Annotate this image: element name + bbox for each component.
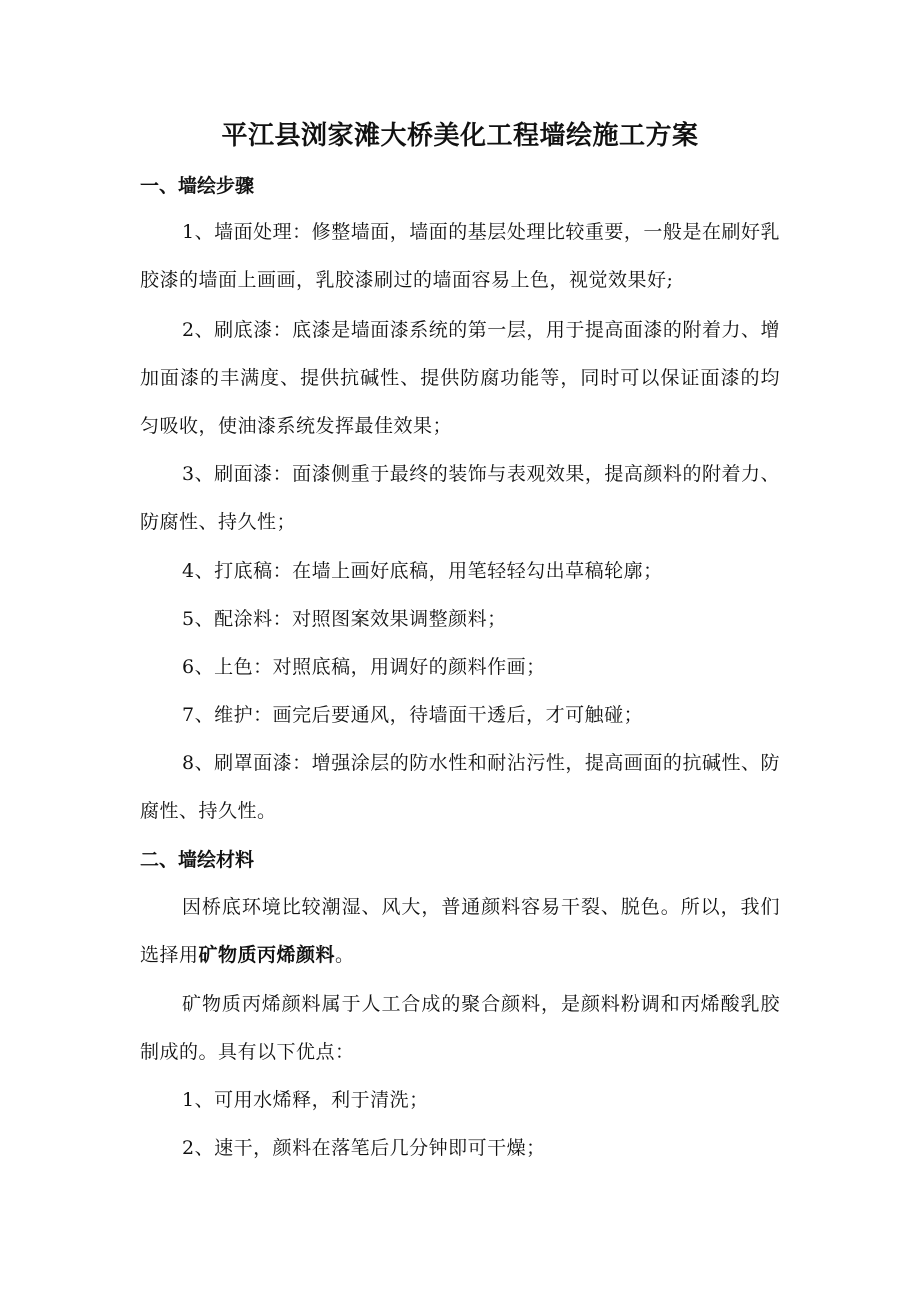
step-3-paragraph: 3、刷面漆：面漆侧重于最终的装饰与表观效果，提高颜料的附着力、防腐性、持久性； [140,463,780,533]
document-title: 平江县浏家滩大桥美化工程墙绘施工方案 [221,121,699,151]
advantage-1-paragraph: 1、可用水烯释，利于清洗； [182,1089,429,1111]
advantage-2-paragraph: 2、速干，颜料在落笔后几分钟即可干燥； [182,1137,546,1159]
intro-text-end: 。 [335,944,355,966]
step-7-paragraph: 7、维护：画完后要通风，待墙面干透后，才可触碰； [182,704,644,726]
step-1-paragraph: 1、墙面处理：修整墙面，墙面的基层处理比较重要，一般是在刷好乳胶漆的墙面上画画，乳胶漆刷过的墙面容易上色，视觉效果好; [140,221,780,291]
section-heading-materials: 二、墙绘材料 [140,849,255,871]
material-description-paragraph: 矿物质丙烯颜料属于人工合成的聚合颜料，是颜料粉调和丙烯酸乳胶制成的。具有以下优点： [140,993,780,1063]
intro-text: 因桥底环境比较潮湿、风大，普通颜料容易干裂、脱色。所以，我们选择用 [140,896,780,966]
step-6-paragraph: 6、上色：对照底稿，用调好的颜料作画； [182,656,546,678]
section-heading-steps: 一、墙绘步骤 [140,175,255,197]
step-4-paragraph: 4、打底稿：在墙上画好底稿，用笔轻轻勾出草稿轮廓； [182,560,663,582]
materials-intro-paragraph [140,883,780,979]
step-2-paragraph: 2、刷底漆：底漆是墙面漆系统的第一层，用于提高面漆的附着力、增加面漆的丰满度、提供抗碱性、提供防腐功能等，同时可以保证面漆的均匀吸收，使油漆系统发挥最佳效果； [140,319,780,437]
emphasized-material-name: 矿物质丙烯颜料 [198,944,336,966]
step-5-paragraph: 5、配涂料：对照图案效果调整颜料； [182,608,507,630]
step-8-paragraph: 8、刷罩面漆：增强涂层的防水性和耐沾污性，提高画面的抗碱性、防腐性、持久性。 [140,752,780,822]
